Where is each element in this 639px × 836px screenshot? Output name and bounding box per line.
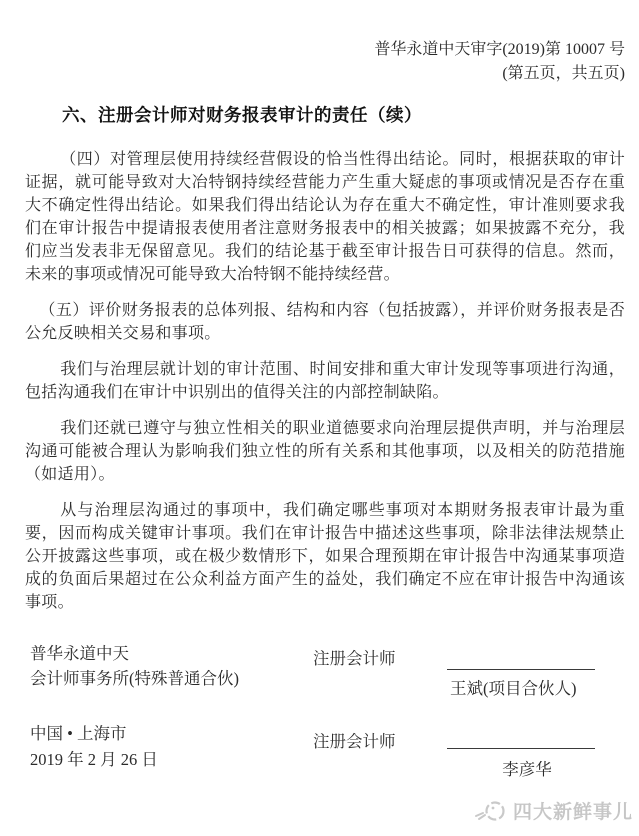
section-heading: 六、注册会计师对财务报表审计的责任（续） (62, 105, 422, 125)
reference-number: 普华永道中天审字(2019)第 10007 号 (374, 41, 625, 58)
signature-line-2 (447, 748, 595, 749)
cpa-label-1: 注册会计师 (313, 649, 396, 668)
watermark (474, 797, 633, 824)
body-paragraph: 我们与治理层就计划的审计范围、时间安排和重大审计发现等事项进行沟通，包括沟通我们在审计中识别出的值得关注的内部控制缺陷。 (25, 361, 625, 401)
document-body (25, 148, 625, 614)
page-indicator: (第五页，共五页) (502, 65, 625, 82)
location-line: 中国 • 上海市 (30, 724, 127, 743)
date-line: 2019 年 2 月 26 日 (30, 750, 158, 769)
cpa-label-2: 注册会计师 (313, 732, 396, 751)
body-paragraph: （四）对管理层使用持续经营假设的恰当性得出结论。同时，根据获取的审计证据，就可能导致对大冶特钢持续经营能力产生重大疑虑的事项或情况是否存在重大不确定性得出结论。如果我们得出结论认为存在重大不确定性，审计准则要求我们在审计报告中提请报表使用者注意财务报表中的相关披露；如果披露不充分，我们应当发表非无保留意见。我们的结论基于截至审计报告日可获得的信息。然而，未来的事项或情况可能导致大冶特钢不能持续经营。 (25, 151, 625, 283)
signature-line-1 (447, 669, 595, 670)
firm-name-line1: 普华永道中天 (30, 644, 129, 663)
document-header (0, 0, 639, 86)
body-paragraph: 我们还就已遵守与独立性相关的职业道德要求向治理层提供声明，并与治理层沟通可能被合理认为影响我们独立性的所有关系和其他事项，以及相关的防范措施（如适用）。 (25, 420, 625, 483)
signer-name-1: 王斌(项目合伙人) (450, 679, 577, 698)
watermark-bird-logo-icon (474, 799, 508, 823)
signer-name-2: 李彦华 (502, 760, 552, 779)
watermark-text: 四大新鲜事儿 (512, 802, 633, 823)
firm-name-line2: 会计师事务所(特殊普通合伙) (30, 669, 239, 688)
body-paragraph: 从与治理层沟通过的事项中，我们确定哪些事项对本期财务报表审计最为重要，因而构成关键审计事项。我们在审计报告中描述这些事项，除非法律法规禁止公开披露这些事项，或在极少数情形下，如果合理预期在审计报告中沟通某事项造成的负面后果超过在公众利益方面产生的益处，我们确定不应在审计报告中沟通该事项。 (25, 502, 625, 611)
body-paragraph: （五）评价财务报表的总体列报、结构和内容（包括披露），并评价财务报表是否公允反映相关交易和事项。 (25, 302, 625, 342)
